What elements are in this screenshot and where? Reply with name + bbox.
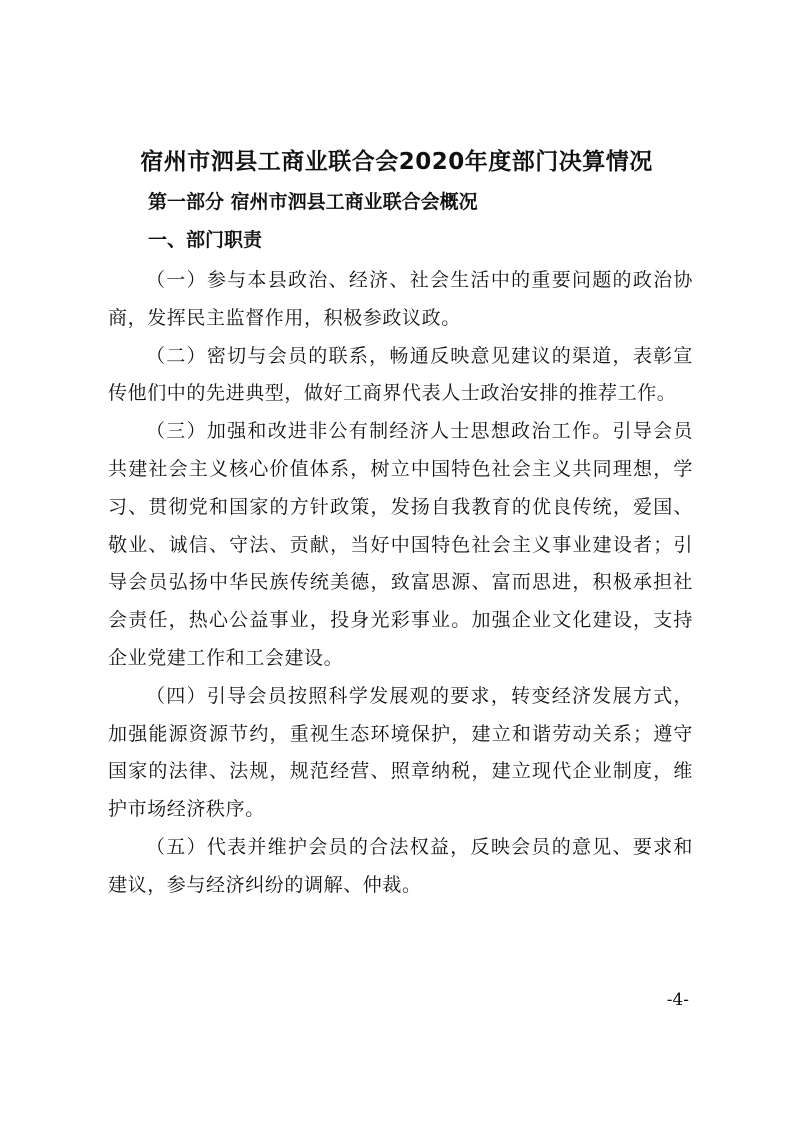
section-heading: 一、部门职责 [148, 229, 263, 251]
paragraph-2: （二）密切与会员的联系，畅通反映意见建议的渠道，表彰宣传他们中的先进典型，做好工商界代表人士政治安排的推荐工作。 [108, 344, 693, 405]
document-title: 宿州市泗县工商业联合会2020年度部门决算情况 [140, 149, 653, 175]
part-heading: 第一部分 宿州市泗县工商业联合会概况 [148, 191, 478, 213]
page-number: -4- [666, 990, 689, 1010]
paragraph-3: （三）加强和改进非公有制经济人士思想政治工作。引导会员共建社会主义核心价值体系，树立中国特色社会主义共同理想，学习、贯彻党和国家的方针政策，发扬自我教育的优良传统，爱国、敬业、诚信、守法、贡献，当好中国特色社会主义事业建设者；引导会员弘扬中华民族传统美德，致富思源、富而思进，积极承担社会责任，热心公益事业，投身光彩事业。加强企业文化建设，支持企业党建工作和工会建设。 [108, 420, 693, 669]
body-text [108, 262, 693, 905]
paragraph-5: （五）代表并维护会员的合法权益，反映会员的意见、要求和建议，参与经济纠纷的调解、仲裁。 [108, 835, 693, 896]
paragraph-1: （一）参与本县政治、经济、社会生活中的重要问题的政治协商，发挥民主监督作用，积极参政议政。 [108, 269, 693, 329]
paragraph-4: （四）引导会员按照科学发展观的要求，转变经济发展方式，加强能源资源节约，重视生态环境保护，建立和谐劳动关系；遵守国家的法律、法规，规范经营、照章纳税，建立现代企业制度，维护市场经济秩序。 [108, 684, 693, 821]
